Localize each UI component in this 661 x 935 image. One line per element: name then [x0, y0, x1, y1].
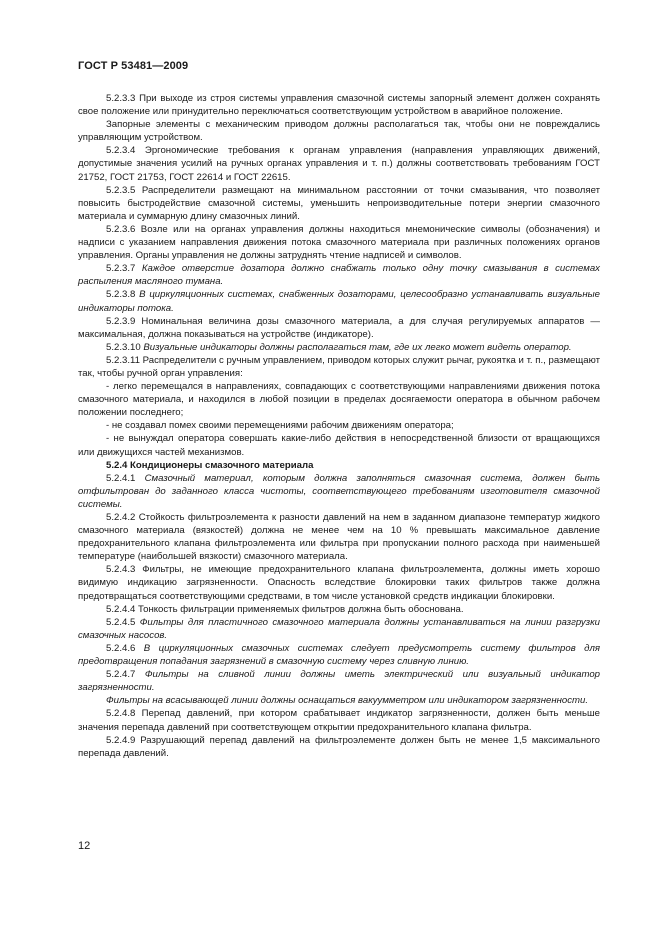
paragraph: 5.2.3.3 При выходе из строя системы управления смазочной системы запорный элемент должен сохранять свое положение или принудительно переключаться соответствующим устройством в аварийное положение. [78, 93, 600, 118]
paragraph [78, 472, 600, 511]
paragraph [78, 616, 600, 642]
paragraph [78, 642, 600, 668]
clause-text: Визуальные индикаторы должны располагаться там, где их легко может видеть оператор. [143, 341, 572, 353]
clause-number: 5.2.3.10 [106, 341, 141, 353]
paragraph: 5.2.4.9 Разрушающий перепад давлений на фильтроэлементе должен быть не менее 1,5 максимального перепада давлений. [78, 734, 600, 759]
paragraph: Фильтры на всасывающей линии должны оснащаться вакуумметром или индикатором загрязненности. [106, 695, 589, 707]
clause-text: Смазочный материал, которым должна заполняться смазочная система, должен быть отфильтрован до заданного класса чистоты, соответствующего требованиям изготовителя смазочной системы. [78, 472, 600, 510]
paragraph: 5.2.4.2 Стойкость фильтроэлемента к разности давлений на нем в заданном диапазоне температур жидкого смазочного материала (вязкостей) должна не менее чем на 10 % превышать максимальное давление предохранительного клапана фильтроэлемента или фильтра при пропускании полного расхода при наименьшей температуре (наибольшей вязкости) смазочного материала. [78, 512, 600, 563]
paragraph: - не создавал помех своими перемещениями рабочим движениям оператора; [106, 420, 454, 432]
clause-text: В циркуляционных смазочных системах следует предусмотреть систему фильтров для предотвращения попадания загрязнений в смазочную систему через сливную линию. [78, 642, 600, 668]
paragraph: - легко перемещался в направлениях, совпадающих с соответствующими направлениями движения потока смазочного материала, и находился в любой позиции в пределах досягаемости оператора в обычном рабочем положении последнего; [78, 381, 600, 419]
paragraph [78, 341, 600, 354]
paragraph: 5.2.4 Кондиционеры смазочного материала [106, 459, 314, 471]
clause-text: В циркуляционных системах, снабженных дозаторами, целесообразно устанавливать визуальные индикаторы потока. [78, 289, 601, 314]
document-header: ГОСТ Р 53481—2009 [78, 60, 189, 72]
paragraph [78, 262, 600, 288]
clause-text: Фильтры на сливной линии должны иметь электрический или визуальный индикатор загрязненности. [78, 669, 600, 694]
clause-number: 5.2.3.7 [106, 263, 136, 275]
clause-number: 5.2.4.6 [106, 642, 136, 654]
paragraph: 5.2.3.6 Возле или на органах управления должны находиться мнемонические символы (обозначения) и надписи с указанием направления движения потока смазочного материала при различных положениях органов управления. Органы управления не должны затруднять чтение надписей и символов. [78, 223, 600, 262]
paragraph: 5.2.3.4 Эргономические требования к органам управления (направления управляющих движений, допустимые значения усилий на ручных органах управления и т. п.) должны соответствовать требованиям ГОСТ 21752, ГОСТ 21753, ГОСТ 22614 и ГОСТ 22615. [78, 145, 600, 183]
document-body [78, 92, 600, 760]
paragraph: 5.2.3.9 Номинальная величина дозы смазочного материала, а для случая регулируемых аппаратов — максимальная, должна показываться на устройстве (индикаторе). [78, 315, 600, 340]
paragraph: 5.2.3.5 Распределители размещают на минимальном расстоянии от точки смазывания, что позволяет повысить быстродействие смазочной системы, уменьшить непроизводительные потери энергии смазочного материала и суммарную длину смазочных линий. [78, 184, 600, 222]
paragraph: - не вынуждал оператора совершать какие-либо действия в непосредственной близости от вращающихся или движущихся частей механизмов. [78, 433, 600, 458]
paragraph: Запорные элементы с механическим приводом должны располагаться так, чтобы они не повреждались управляющим устройством. [78, 119, 600, 144]
page-number: 12 [78, 840, 91, 852]
clause-number: 5.2.3.8 [106, 289, 136, 301]
clause-text: Фильтры для пластичного смазочного материала должны устанавливаться на линии разгрузки смазочных насосов. [78, 616, 600, 641]
paragraph [78, 668, 600, 694]
clause-number: 5.2.4.7 [106, 669, 136, 681]
paragraph: 5.2.4.8 Перепад давлений, при котором срабатывает индикатор загрязненности, должен быть меньше значения перепада давлений при соответствующем открытии предохранительного клапана фильтра. [78, 708, 600, 733]
clause-number: 5.2.4.1 [106, 472, 136, 484]
paragraph: 5.2.4.3 Фильтры, не имеющие предохранительного клапана фильтроэлемента, должны иметь хорошо видимую индикацию загрязненности. Опасность вследствие блокировки таких фильтров также должна предотвращаться соответствующими средствами, в том числе установкой средств индикации блокировки. [78, 564, 600, 602]
paragraph [78, 288, 600, 314]
clause-number: 5.2.4.5 [106, 616, 136, 628]
paragraph: 5.2.3.11 Распределители с ручным управлением, приводом которых служит рычаг, рукоятка и т. п., размещают так, чтобы ручной орган управления: [78, 354, 600, 379]
paragraph: 5.2.4.4 Тонкость фильтрации применяемых фильтров должна быть обоснована. [106, 603, 464, 615]
clause-text: Каждое отверстие дозатора должно снабжать только одну точку смазывания в системах распыления масляного тумана. [78, 263, 600, 288]
